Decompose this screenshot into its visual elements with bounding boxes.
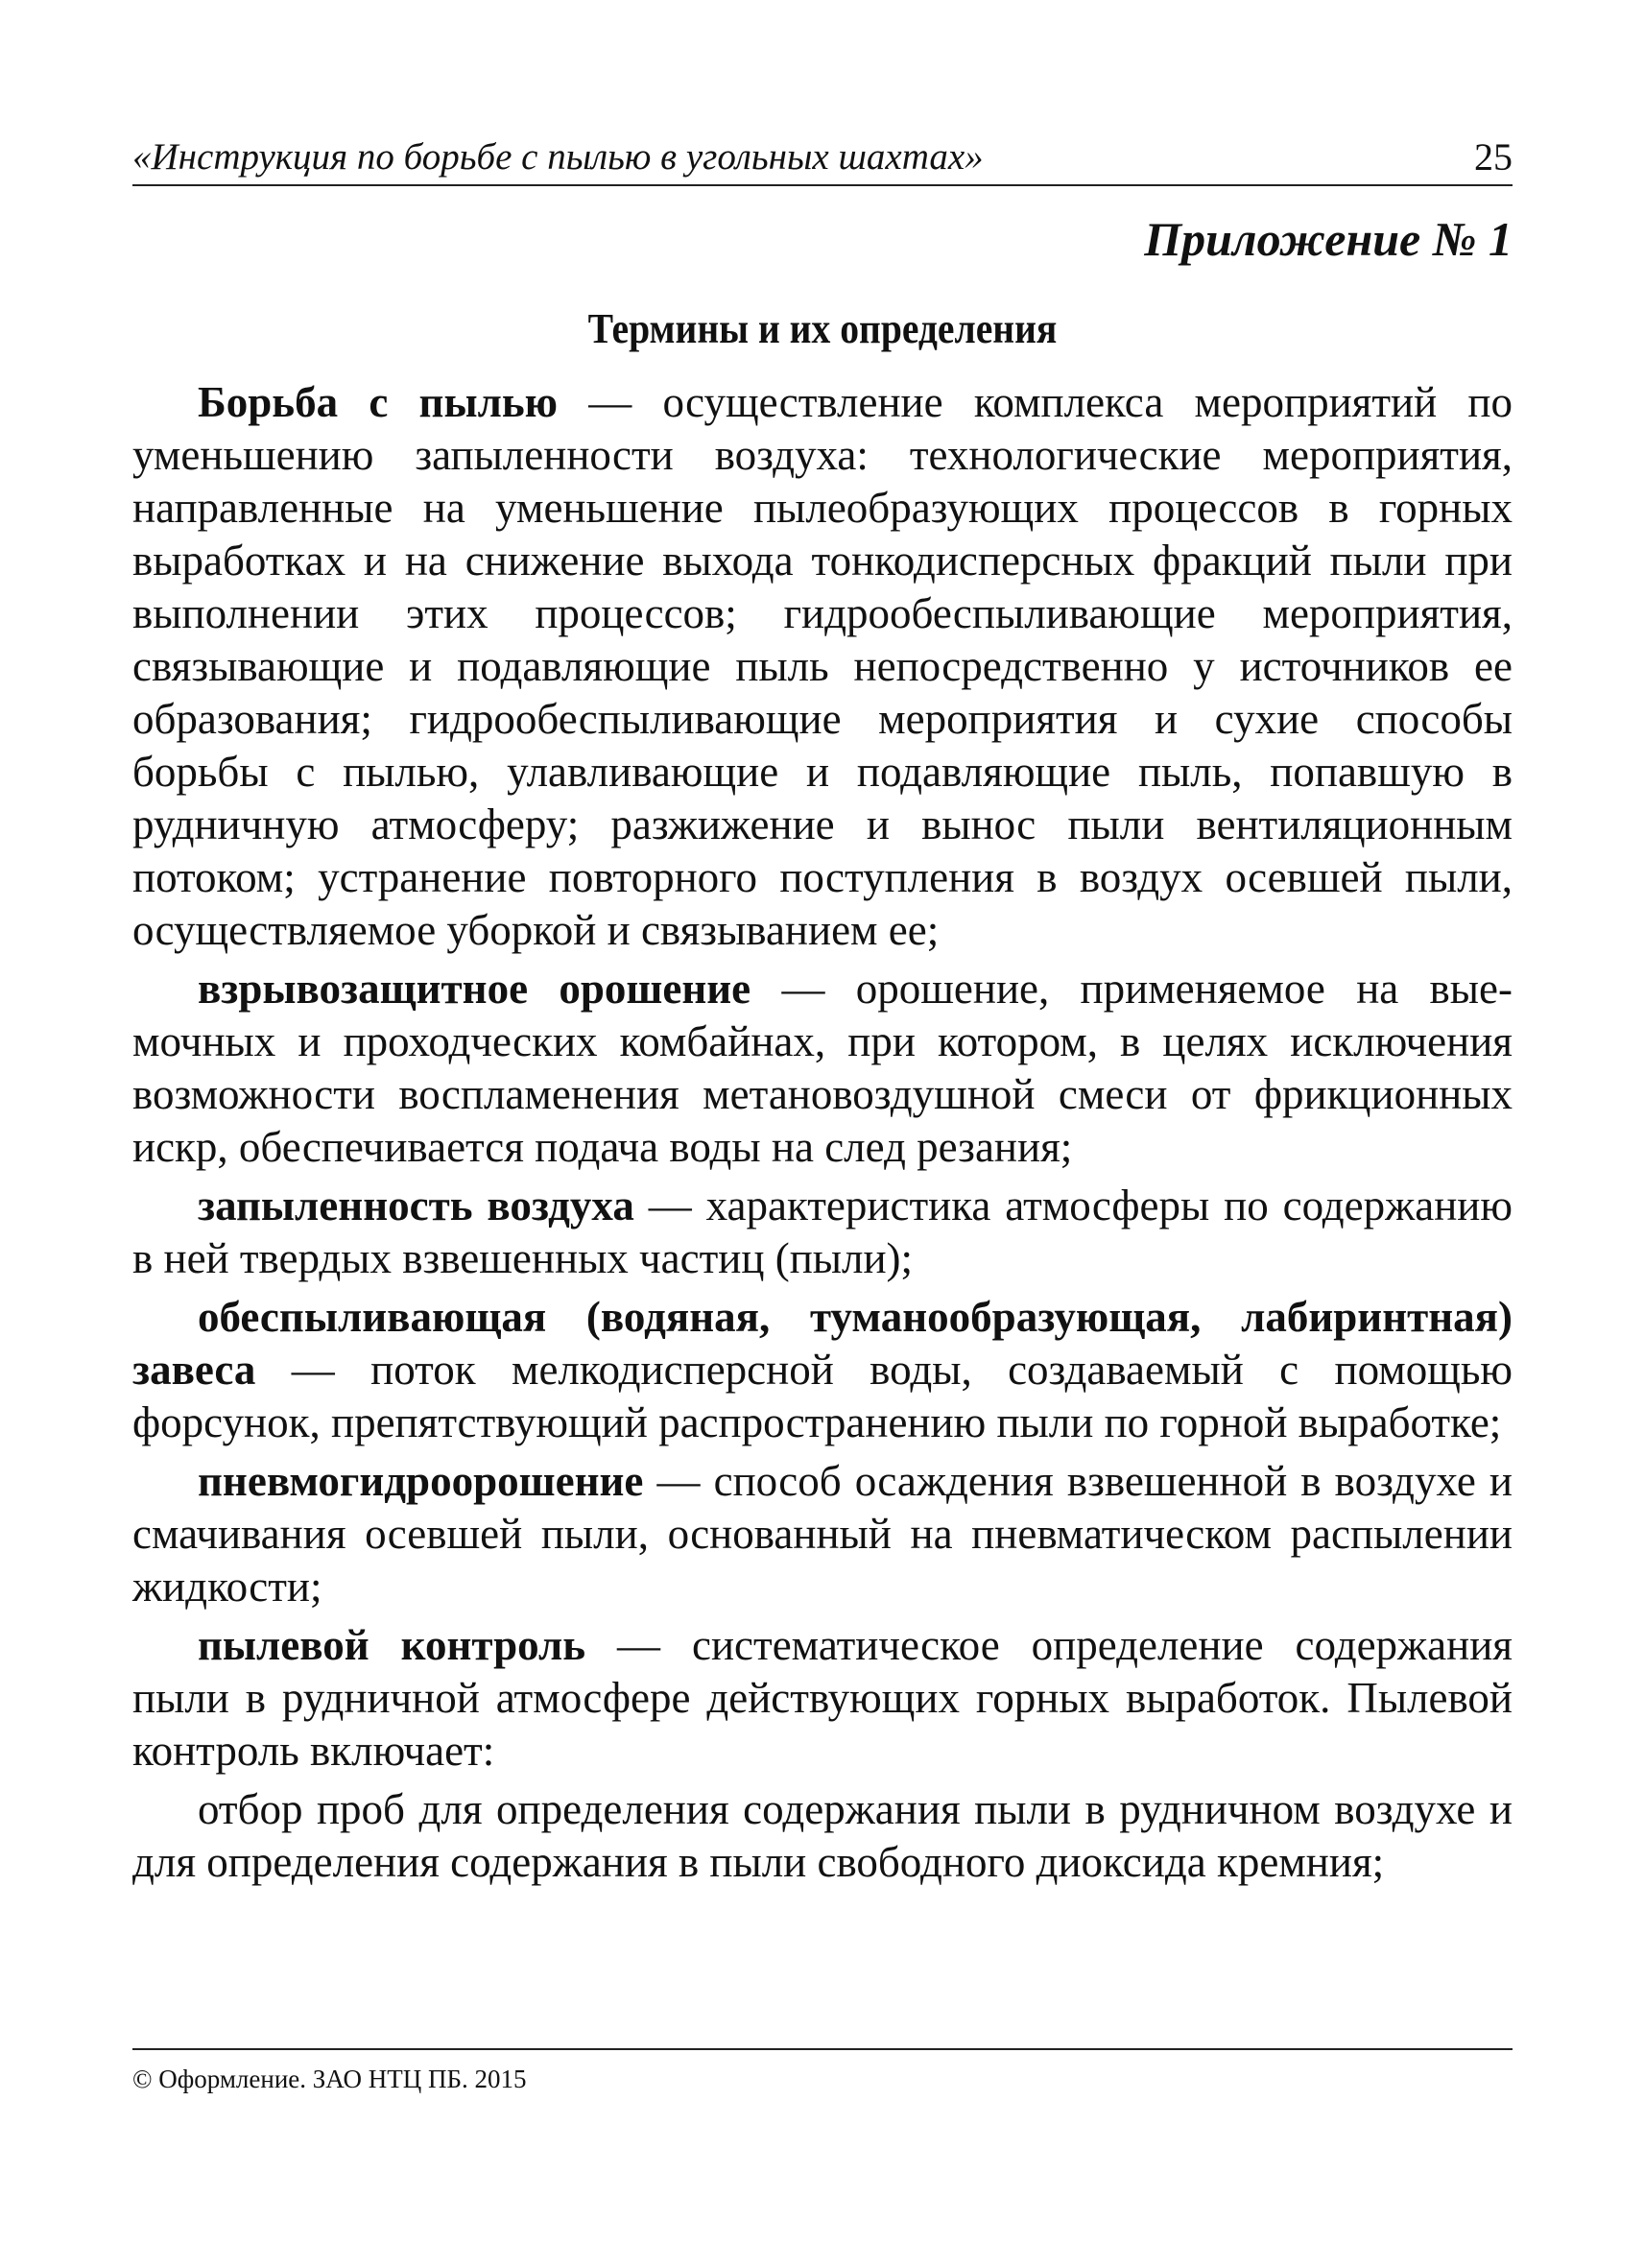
copyright-notice: © Оформление. ЗАО НТЦ ПБ. 2015 (132, 2065, 527, 2093)
definition-text: — осуществление комплекса мероприятий по уменьшению запыленности воздуха: технологические мероприятия, направленные на уменьшение пылеобразующих процессов в горных выработках и на снижение выхода тонкодисперсных фракций пыли при выполнении этих процессов; гидрообеспыливающие мероприятия, связывающие и подавляющие пыль непосредственно у источников ее образования; гидрообеспыливающие мероприятия и сухие способы борьбы с пылью, улавливающие и подавляющие пыль, попавшую в рудничную атмосферу; разжижение и вынос пыли вентиляционным потоком; устранение повторного поступления в воздух осевшей пыли, осуществляемое уборкой и связыванием ее; (132, 378, 1513, 954)
header-title: «Инструкция по борьбе с пылью в угольных шахтах» (132, 136, 984, 178)
definition-term: пневмогидроорошение (198, 1457, 644, 1505)
section-title: Термины и их определения (587, 305, 1058, 352)
page-number: 25 (1474, 135, 1513, 179)
definition-term: Борьба с пылью (198, 378, 559, 426)
definitions-body (132, 376, 1513, 1895)
definition-paragraph (132, 376, 1513, 957)
document-page (132, 115, 1513, 2160)
definition-paragraph (132, 1180, 1513, 1285)
definition-text: — систематическое определение содержания пыли в рудничной атмосфере действующих горных выработок. Пылевой контроль включает: (132, 1621, 1513, 1775)
definition-paragraph (132, 1291, 1513, 1449)
definition-paragraph (132, 963, 1513, 1174)
definition-term: обеспыливающая (водяная, туманообразующая, лабиринтная) завеса (132, 1293, 1513, 1394)
definition-text: — орошение, применяемое на выемочных и проходческих комбайнах, при котором, в целях исключения возможности воспламенения метановоздушной смеси от фрикционных искр, обеспечивается подача воды на след резания; (132, 965, 1513, 1171)
definition-term: запыленность воздуха (198, 1182, 634, 1229)
definition-text: — поток мелкодисперсной воды, создаваемый с помощью форсунок, препятствующий распространению пыли по горной выработке; (132, 1346, 1513, 1446)
definition-paragraph (132, 1619, 1513, 1778)
appendix-label: Приложение № 1 (1144, 212, 1513, 266)
definition-term: пылевой контроль (198, 1621, 586, 1669)
definition-text: — способ осаждения взвешенной в воздухе и смачивания осевшей пыли, основанный на пневматическом распылении жидкости; (132, 1457, 1513, 1611)
footer (132, 2048, 1513, 2094)
running-header (132, 127, 1513, 186)
final-paragraph: отбор проб для определения содержания пыли в рудничном воздухе и для определения содержания в пыли свободного диоксида кремния; (132, 1785, 1513, 1886)
definition-term: взрывозащитное орошение (198, 965, 751, 1013)
definition-text: — характеристика атмосферы по содержанию в ней твердых взвешенных частиц (пыли); (132, 1182, 1513, 1282)
definition-paragraph (132, 1455, 1513, 1613)
